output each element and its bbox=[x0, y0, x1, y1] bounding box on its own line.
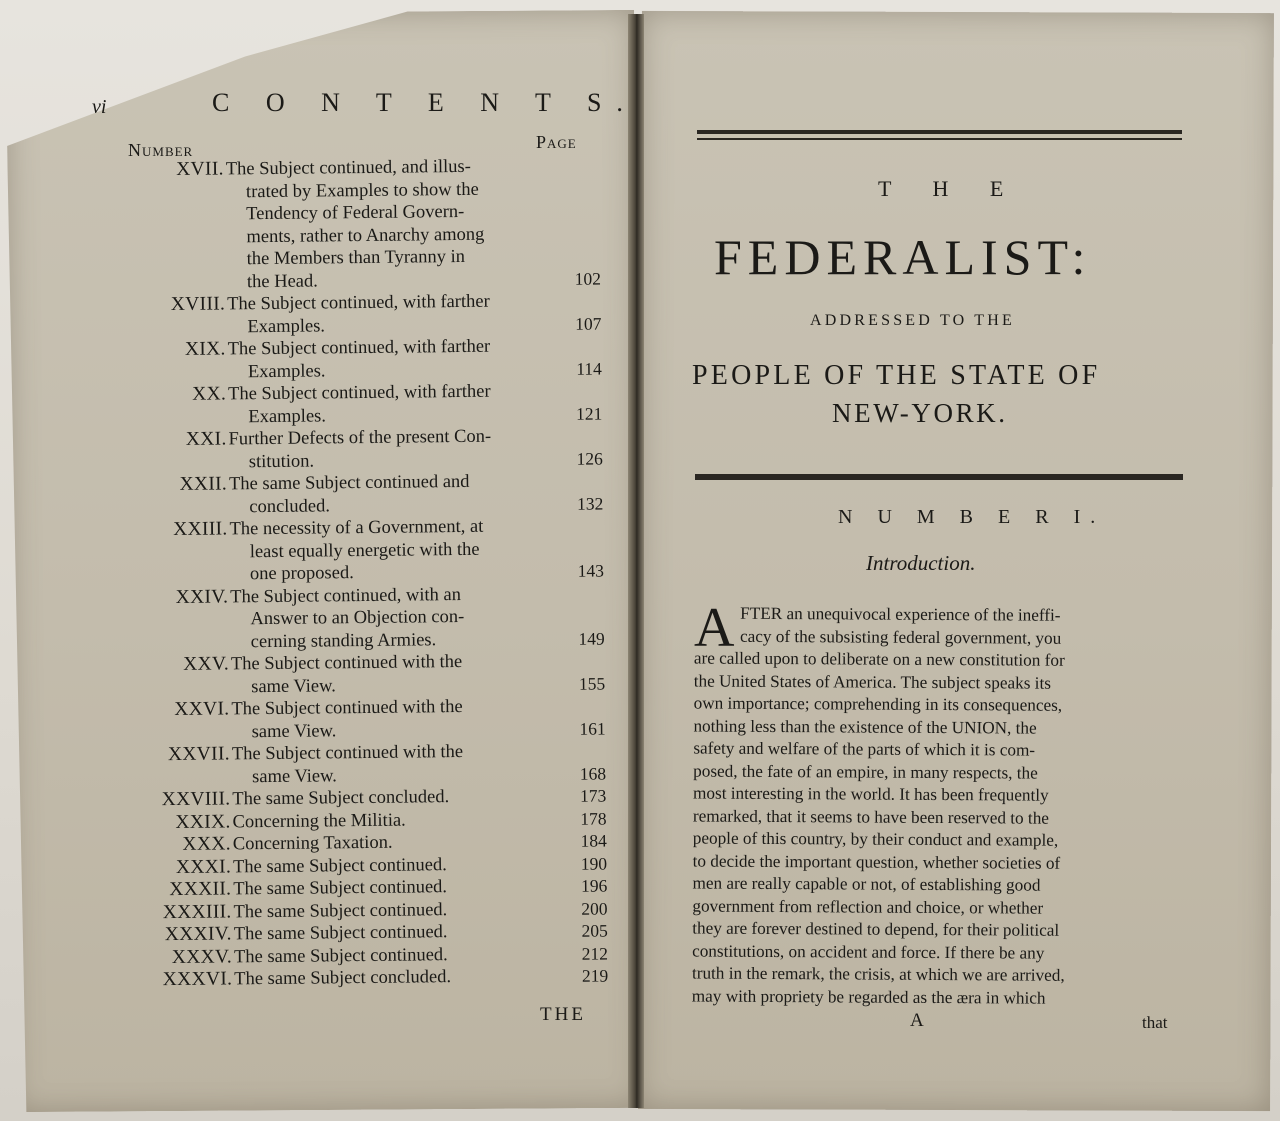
toc-page-number: 107 bbox=[575, 313, 602, 334]
toc-title: the Members than Tyranny in bbox=[246, 246, 466, 270]
body-line: cacy of the subsisting federal government, you bbox=[739, 626, 1062, 648]
toc-number: XXXI. bbox=[175, 855, 232, 878]
toc-title: least equally energetic with the bbox=[249, 539, 480, 562]
signature-mark: A bbox=[910, 1010, 924, 1031]
toc-number: XVII. bbox=[176, 158, 224, 180]
toc-title: The same Subject continued and bbox=[228, 471, 470, 495]
toc-title: Examples. bbox=[247, 315, 326, 337]
toc-title: Examples. bbox=[247, 360, 326, 382]
toc-title: Examples. bbox=[248, 405, 327, 427]
toc-title: The Subject continued, with farther bbox=[227, 291, 490, 315]
toc-title: Concerning Taxation. bbox=[232, 832, 393, 855]
toc-title: The necessity of a Government, at bbox=[229, 516, 484, 540]
toc-title: The same Subject continued. bbox=[233, 877, 448, 900]
toc-title: The Subject continued, with farther bbox=[228, 381, 491, 405]
body-line: people of this country, by their conduct and example, bbox=[692, 828, 1059, 850]
body-line: may with propriety be regarded as the æra in which bbox=[691, 986, 1046, 1008]
toc-number: XXVI. bbox=[174, 698, 230, 721]
toc-page-number: 205 bbox=[581, 920, 608, 941]
body-line: most interesting in the world. It has been frequently bbox=[693, 783, 1049, 805]
body-line: nothing less than the existence of the UNION, the bbox=[693, 716, 1037, 738]
body-line: they are forever destined to depend, for their political bbox=[692, 918, 1060, 940]
toc-page-number: 143 bbox=[577, 560, 605, 581]
toc-title: The same Subject concluded. bbox=[232, 787, 450, 810]
number-column-header: Number bbox=[128, 140, 194, 160]
toc-title: The same Subject concluded. bbox=[234, 967, 452, 990]
toc-page-number: 178 bbox=[580, 807, 607, 829]
main-title: FEDERALIST: bbox=[714, 229, 1092, 285]
toc-title: trated by Examples to show the bbox=[245, 179, 479, 202]
body-line: safety and welfare of the parts of which it is com- bbox=[693, 738, 1036, 760]
toc-number: XXXII. bbox=[169, 878, 232, 901]
essay-body bbox=[692, 603, 1184, 1011]
toc-title: The Subject continued, with an bbox=[230, 584, 462, 607]
toc-page-number: 196 bbox=[580, 875, 608, 896]
page-column-header: Page bbox=[536, 132, 577, 152]
toc-title: The Subject continued with the bbox=[231, 741, 464, 765]
title-the: T H E bbox=[878, 176, 1022, 201]
body-line: own importance; comprehending in its consequences, bbox=[693, 693, 1063, 715]
toc-number: XXI. bbox=[185, 428, 227, 450]
number-heading: N U M B E R I. bbox=[838, 506, 1106, 528]
toc-number: XXXIII. bbox=[162, 900, 232, 923]
toc-title: same View. bbox=[251, 720, 337, 742]
toc-number: XXV. bbox=[183, 653, 230, 675]
toc-title: stitution. bbox=[248, 451, 315, 472]
toc-title: Answer to an Objection con- bbox=[250, 606, 465, 630]
toc-page-number: 184 bbox=[580, 830, 607, 851]
toc-page-number: 161 bbox=[579, 717, 606, 739]
toc-page-number: 200 bbox=[581, 897, 608, 919]
toc-number: XXIII. bbox=[173, 518, 228, 541]
toc-number: XXVIII. bbox=[161, 788, 231, 811]
toc-number: XXVII. bbox=[167, 743, 230, 766]
toc-title: The same Subject continued. bbox=[232, 854, 447, 877]
toc-number: XXXIV. bbox=[164, 923, 232, 946]
body-line: FTER an unequivocal experience of the ineffi- bbox=[740, 603, 1061, 625]
body-line: government from reflection and choice, or whether bbox=[692, 896, 1044, 918]
toc-number: XXXV. bbox=[171, 945, 233, 968]
body-line: are called upon to deliberate on a new constitution for bbox=[693, 648, 1065, 670]
catchword: that bbox=[1142, 1013, 1168, 1032]
toc-title: concluded. bbox=[249, 495, 331, 517]
toc-page-number: 102 bbox=[574, 268, 602, 289]
double-rule bbox=[697, 130, 1182, 140]
body-line: men are really capable or not, of establishing good bbox=[692, 873, 1041, 895]
toc-page-number: 114 bbox=[576, 358, 602, 379]
new-york-line: NEW-YORK. bbox=[832, 398, 1008, 428]
toc-title: The same Subject continued. bbox=[233, 922, 448, 945]
toc-title: the Head. bbox=[246, 270, 318, 292]
toc-title: The Subject continued, and illus- bbox=[225, 156, 471, 180]
toc-page-number: 155 bbox=[578, 672, 606, 694]
toc-title: The Subject continued with the bbox=[231, 696, 463, 720]
toc-number: XXX. bbox=[182, 833, 231, 855]
toc-title: one proposed. bbox=[249, 563, 354, 585]
introduction-heading: Introduction. bbox=[866, 551, 976, 575]
book-gutter bbox=[628, 14, 644, 1108]
thick-rule bbox=[695, 474, 1183, 480]
toc-page-number: 219 bbox=[581, 965, 609, 986]
toc-title: The same Subject continued. bbox=[233, 944, 448, 967]
page-folio: vi bbox=[92, 96, 107, 118]
toc-title: ments, rather to Anarchy among bbox=[246, 224, 485, 247]
toc-number: XXII. bbox=[179, 473, 228, 495]
toc-page-number: 190 bbox=[580, 852, 608, 874]
toc-page-number: 212 bbox=[581, 942, 609, 964]
body-line: the United States of America. The subject speaks its bbox=[693, 671, 1052, 693]
drop-cap: A bbox=[694, 597, 735, 659]
body-line: remarked, that it seems to have been reserved to the bbox=[692, 806, 1050, 828]
contents-title: C O N T E N T S. bbox=[212, 88, 638, 117]
toc-title: same View. bbox=[252, 765, 337, 787]
addressed-line: ADDRESSED TO THE bbox=[810, 312, 1015, 329]
toc-page-number: 126 bbox=[576, 448, 603, 469]
toc-title: The Subject continued, with farther bbox=[227, 336, 491, 360]
toc-number: XXIV. bbox=[175, 585, 229, 608]
toc-title: Further Defects of the present Con- bbox=[228, 426, 492, 450]
toc-number: XXIX. bbox=[175, 810, 231, 833]
toc-title: Tendency of Federal Govern- bbox=[246, 201, 465, 225]
body-line: constitutions, on accident and force. If there be any bbox=[692, 941, 1045, 963]
body-line: posed, the fate of an empire, in many respects, the bbox=[693, 761, 1038, 783]
toc-page-number: 121 bbox=[575, 403, 603, 424]
toc-title: cerning standing Armies. bbox=[250, 629, 437, 652]
people-line: PEOPLE OF THE STATE OF bbox=[692, 360, 1101, 391]
toc-title: same View. bbox=[251, 675, 336, 697]
body-line: truth in the remark, the crisis, at which we are arrived, bbox=[691, 963, 1065, 985]
toc-title: The same Subject continued. bbox=[233, 899, 448, 922]
toc-number: XIX. bbox=[184, 338, 226, 360]
toc-title: The Subject continued with the bbox=[230, 651, 463, 675]
toc-page-number: 149 bbox=[578, 627, 605, 649]
catchword: THE bbox=[540, 1004, 586, 1025]
toc-number: XVIII. bbox=[170, 293, 226, 316]
toc-page-number: 132 bbox=[576, 493, 604, 514]
body-line: to decide the important question, whether societies of bbox=[692, 851, 1061, 873]
toc-number: XX. bbox=[192, 383, 227, 405]
toc-page-number: 173 bbox=[579, 785, 607, 806]
toc-number: XXXVI. bbox=[162, 968, 233, 991]
toc-page-number: 168 bbox=[579, 762, 607, 784]
toc-title: Concerning the Militia. bbox=[232, 810, 406, 832]
contents-list bbox=[116, 154, 615, 992]
